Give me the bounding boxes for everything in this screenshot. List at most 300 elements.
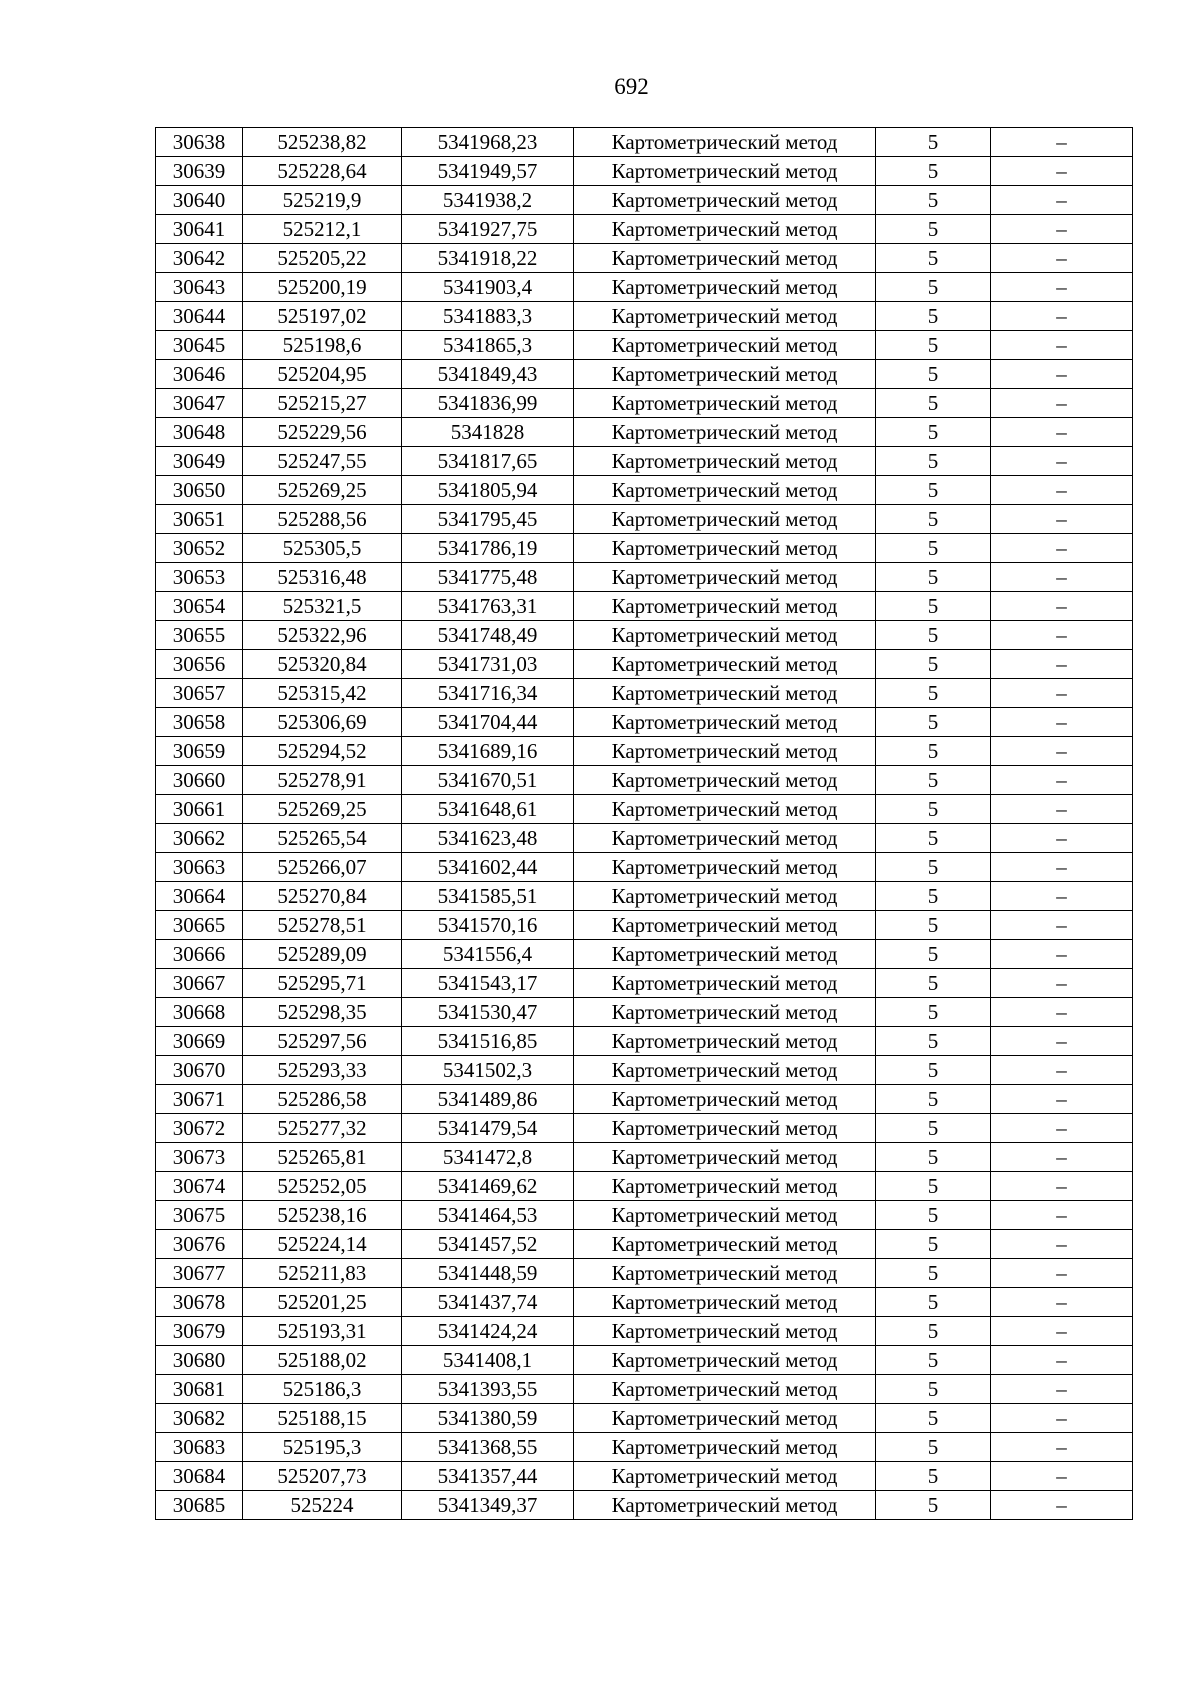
description-cell: – bbox=[991, 1317, 1133, 1346]
y-coordinate-cell: 5341489,86 bbox=[402, 1085, 574, 1114]
method-cell: Картометрический метод bbox=[574, 708, 876, 737]
description-cell: – bbox=[991, 1491, 1133, 1520]
accuracy-cell: 5 bbox=[876, 708, 991, 737]
point-number-cell: 30664 bbox=[156, 882, 243, 911]
x-coordinate-cell: 525188,02 bbox=[243, 1346, 402, 1375]
accuracy-cell: 5 bbox=[876, 882, 991, 911]
y-coordinate-cell: 5341623,48 bbox=[402, 824, 574, 853]
point-number-cell: 30642 bbox=[156, 244, 243, 273]
x-coordinate-cell: 525316,48 bbox=[243, 563, 402, 592]
table-row bbox=[156, 1462, 1133, 1491]
method-cell: Картометрический метод bbox=[574, 737, 876, 766]
point-number-cell: 30676 bbox=[156, 1230, 243, 1259]
x-coordinate-cell: 525305,5 bbox=[243, 534, 402, 563]
method-cell: Картометрический метод bbox=[574, 1462, 876, 1491]
method-cell: Картометрический метод bbox=[574, 824, 876, 853]
method-cell: Картометрический метод bbox=[574, 1491, 876, 1520]
accuracy-cell: 5 bbox=[876, 940, 991, 969]
x-coordinate-cell: 525252,05 bbox=[243, 1172, 402, 1201]
point-number-cell: 30666 bbox=[156, 940, 243, 969]
point-number-cell: 30668 bbox=[156, 998, 243, 1027]
table-row bbox=[156, 1491, 1133, 1520]
y-coordinate-cell: 5341516,85 bbox=[402, 1027, 574, 1056]
x-coordinate-cell: 525198,6 bbox=[243, 331, 402, 360]
method-cell: Картометрический метод bbox=[574, 563, 876, 592]
table-row bbox=[156, 650, 1133, 679]
point-number-cell: 30644 bbox=[156, 302, 243, 331]
method-cell: Картометрический метод bbox=[574, 186, 876, 215]
table-row bbox=[156, 592, 1133, 621]
table-row bbox=[156, 882, 1133, 911]
table-row bbox=[156, 1201, 1133, 1230]
x-coordinate-cell: 525188,15 bbox=[243, 1404, 402, 1433]
accuracy-cell: 5 bbox=[876, 795, 991, 824]
x-coordinate-cell: 525321,5 bbox=[243, 592, 402, 621]
y-coordinate-cell: 5341393,55 bbox=[402, 1375, 574, 1404]
description-cell: – bbox=[991, 853, 1133, 882]
point-number-cell: 30672 bbox=[156, 1114, 243, 1143]
table-row bbox=[156, 1114, 1133, 1143]
y-coordinate-cell: 5341464,53 bbox=[402, 1201, 574, 1230]
accuracy-cell: 5 bbox=[876, 824, 991, 853]
description-cell: – bbox=[991, 737, 1133, 766]
method-cell: Картометрический метод bbox=[574, 215, 876, 244]
description-cell: – bbox=[991, 215, 1133, 244]
method-cell: Картометрический метод bbox=[574, 534, 876, 563]
y-coordinate-cell: 5341795,45 bbox=[402, 505, 574, 534]
point-number-cell: 30651 bbox=[156, 505, 243, 534]
point-number-cell: 30656 bbox=[156, 650, 243, 679]
method-cell: Картометрический метод bbox=[574, 1433, 876, 1462]
description-cell: – bbox=[991, 1056, 1133, 1085]
point-number-cell: 30677 bbox=[156, 1259, 243, 1288]
point-number-cell: 30683 bbox=[156, 1433, 243, 1462]
description-cell: – bbox=[991, 1259, 1133, 1288]
accuracy-cell: 5 bbox=[876, 331, 991, 360]
description-cell: – bbox=[991, 186, 1133, 215]
method-cell: Картометрический метод bbox=[574, 1056, 876, 1085]
description-cell: – bbox=[991, 592, 1133, 621]
y-coordinate-cell: 5341763,31 bbox=[402, 592, 574, 621]
y-coordinate-cell: 5341479,54 bbox=[402, 1114, 574, 1143]
point-number-cell: 30659 bbox=[156, 737, 243, 766]
x-coordinate-cell: 525297,56 bbox=[243, 1027, 402, 1056]
point-number-cell: 30662 bbox=[156, 824, 243, 853]
accuracy-cell: 5 bbox=[876, 505, 991, 534]
table-row bbox=[156, 157, 1133, 186]
accuracy-cell: 5 bbox=[876, 1317, 991, 1346]
x-coordinate-cell: 525289,09 bbox=[243, 940, 402, 969]
accuracy-cell: 5 bbox=[876, 853, 991, 882]
method-cell: Картометрический метод bbox=[574, 882, 876, 911]
table-row bbox=[156, 418, 1133, 447]
method-cell: Картометрический метод bbox=[574, 621, 876, 650]
accuracy-cell: 5 bbox=[876, 534, 991, 563]
description-cell: – bbox=[991, 1027, 1133, 1056]
y-coordinate-cell: 5341927,75 bbox=[402, 215, 574, 244]
table-row bbox=[156, 1027, 1133, 1056]
table-row bbox=[156, 795, 1133, 824]
y-coordinate-cell: 5341380,59 bbox=[402, 1404, 574, 1433]
table-row bbox=[156, 911, 1133, 940]
method-cell: Картометрический метод bbox=[574, 1404, 876, 1433]
table-row bbox=[156, 824, 1133, 853]
method-cell: Картометрический метод bbox=[574, 853, 876, 882]
method-cell: Картометрический метод bbox=[574, 302, 876, 331]
accuracy-cell: 5 bbox=[876, 737, 991, 766]
method-cell: Картометрический метод bbox=[574, 273, 876, 302]
description-cell: – bbox=[991, 128, 1133, 157]
method-cell: Картометрический метод bbox=[574, 592, 876, 621]
x-coordinate-cell: 525265,81 bbox=[243, 1143, 402, 1172]
accuracy-cell: 5 bbox=[876, 1143, 991, 1172]
accuracy-cell: 5 bbox=[876, 186, 991, 215]
y-coordinate-cell: 5341968,23 bbox=[402, 128, 574, 157]
description-cell: – bbox=[991, 157, 1133, 186]
y-coordinate-cell: 5341731,03 bbox=[402, 650, 574, 679]
x-coordinate-cell: 525270,84 bbox=[243, 882, 402, 911]
description-cell: – bbox=[991, 331, 1133, 360]
x-coordinate-cell: 525204,95 bbox=[243, 360, 402, 389]
point-number-cell: 30682 bbox=[156, 1404, 243, 1433]
point-number-cell: 30667 bbox=[156, 969, 243, 998]
description-cell: – bbox=[991, 1143, 1133, 1172]
point-number-cell: 30639 bbox=[156, 157, 243, 186]
description-cell: – bbox=[991, 505, 1133, 534]
accuracy-cell: 5 bbox=[876, 592, 991, 621]
point-number-cell: 30650 bbox=[156, 476, 243, 505]
table-row bbox=[156, 998, 1133, 1027]
table-row bbox=[156, 853, 1133, 882]
coordinates-table bbox=[155, 127, 1133, 1520]
y-coordinate-cell: 5341570,16 bbox=[402, 911, 574, 940]
description-cell: – bbox=[991, 940, 1133, 969]
description-cell: – bbox=[991, 882, 1133, 911]
method-cell: Картометрический метод bbox=[574, 1259, 876, 1288]
method-cell: Картометрический метод bbox=[574, 447, 876, 476]
point-number-cell: 30653 bbox=[156, 563, 243, 592]
method-cell: Картометрический метод bbox=[574, 331, 876, 360]
y-coordinate-cell: 5341648,61 bbox=[402, 795, 574, 824]
method-cell: Картометрический метод bbox=[574, 940, 876, 969]
accuracy-cell: 5 bbox=[876, 998, 991, 1027]
x-coordinate-cell: 525238,82 bbox=[243, 128, 402, 157]
table-row bbox=[156, 1375, 1133, 1404]
description-cell: – bbox=[991, 998, 1133, 1027]
accuracy-cell: 5 bbox=[876, 1375, 991, 1404]
accuracy-cell: 5 bbox=[876, 563, 991, 592]
method-cell: Картометрический метод bbox=[574, 1143, 876, 1172]
accuracy-cell: 5 bbox=[876, 302, 991, 331]
accuracy-cell: 5 bbox=[876, 621, 991, 650]
table-row bbox=[156, 1143, 1133, 1172]
description-cell: – bbox=[991, 795, 1133, 824]
y-coordinate-cell: 5341704,44 bbox=[402, 708, 574, 737]
y-coordinate-cell: 5341786,19 bbox=[402, 534, 574, 563]
y-coordinate-cell: 5341670,51 bbox=[402, 766, 574, 795]
x-coordinate-cell: 525229,56 bbox=[243, 418, 402, 447]
x-coordinate-cell: 525207,73 bbox=[243, 1462, 402, 1491]
method-cell: Картометрический метод bbox=[574, 969, 876, 998]
x-coordinate-cell: 525265,54 bbox=[243, 824, 402, 853]
accuracy-cell: 5 bbox=[876, 679, 991, 708]
x-coordinate-cell: 525295,71 bbox=[243, 969, 402, 998]
point-number-cell: 30647 bbox=[156, 389, 243, 418]
accuracy-cell: 5 bbox=[876, 1491, 991, 1520]
x-coordinate-cell: 525278,91 bbox=[243, 766, 402, 795]
description-cell: – bbox=[991, 244, 1133, 273]
y-coordinate-cell: 5341472,8 bbox=[402, 1143, 574, 1172]
x-coordinate-cell: 525306,69 bbox=[243, 708, 402, 737]
method-cell: Картометрический метод bbox=[574, 795, 876, 824]
description-cell: – bbox=[991, 1114, 1133, 1143]
accuracy-cell: 5 bbox=[876, 447, 991, 476]
x-coordinate-cell: 525193,31 bbox=[243, 1317, 402, 1346]
method-cell: Картометрический метод bbox=[574, 998, 876, 1027]
description-cell: – bbox=[991, 766, 1133, 795]
accuracy-cell: 5 bbox=[876, 1288, 991, 1317]
point-number-cell: 30661 bbox=[156, 795, 243, 824]
y-coordinate-cell: 5341805,94 bbox=[402, 476, 574, 505]
method-cell: Картометрический метод bbox=[574, 1288, 876, 1317]
table-row bbox=[156, 679, 1133, 708]
accuracy-cell: 5 bbox=[876, 157, 991, 186]
table-row bbox=[156, 186, 1133, 215]
table-row bbox=[156, 969, 1133, 998]
point-number-cell: 30645 bbox=[156, 331, 243, 360]
point-number-cell: 30654 bbox=[156, 592, 243, 621]
description-cell: – bbox=[991, 824, 1133, 853]
description-cell: – bbox=[991, 563, 1133, 592]
table-row bbox=[156, 447, 1133, 476]
table-row bbox=[156, 389, 1133, 418]
point-number-cell: 30675 bbox=[156, 1201, 243, 1230]
x-coordinate-cell: 525238,16 bbox=[243, 1201, 402, 1230]
y-coordinate-cell: 5341849,43 bbox=[402, 360, 574, 389]
method-cell: Картометрический метод bbox=[574, 1172, 876, 1201]
method-cell: Картометрический метод bbox=[574, 476, 876, 505]
description-cell: – bbox=[991, 1404, 1133, 1433]
table-row bbox=[156, 244, 1133, 273]
accuracy-cell: 5 bbox=[876, 1462, 991, 1491]
table-row bbox=[156, 302, 1133, 331]
accuracy-cell: 5 bbox=[876, 128, 991, 157]
point-number-cell: 30646 bbox=[156, 360, 243, 389]
x-coordinate-cell: 525224,14 bbox=[243, 1230, 402, 1259]
x-coordinate-cell: 525322,96 bbox=[243, 621, 402, 650]
page-number: 692 bbox=[614, 74, 649, 99]
y-coordinate-cell: 5341883,3 bbox=[402, 302, 574, 331]
table-row bbox=[156, 534, 1133, 563]
point-number-cell: 30684 bbox=[156, 1462, 243, 1491]
y-coordinate-cell: 5341817,65 bbox=[402, 447, 574, 476]
point-number-cell: 30655 bbox=[156, 621, 243, 650]
table-row bbox=[156, 1172, 1133, 1201]
point-number-cell: 30665 bbox=[156, 911, 243, 940]
accuracy-cell: 5 bbox=[876, 911, 991, 940]
method-cell: Картометрический метод bbox=[574, 389, 876, 418]
x-coordinate-cell: 525269,25 bbox=[243, 476, 402, 505]
description-cell: – bbox=[991, 447, 1133, 476]
table-row bbox=[156, 128, 1133, 157]
point-number-cell: 30674 bbox=[156, 1172, 243, 1201]
y-coordinate-cell: 5341457,52 bbox=[402, 1230, 574, 1259]
method-cell: Картометрический метод bbox=[574, 1375, 876, 1404]
point-number-cell: 30641 bbox=[156, 215, 243, 244]
x-coordinate-cell: 525215,27 bbox=[243, 389, 402, 418]
description-cell: – bbox=[991, 911, 1133, 940]
accuracy-cell: 5 bbox=[876, 1404, 991, 1433]
y-coordinate-cell: 5341938,2 bbox=[402, 186, 574, 215]
point-number-cell: 30648 bbox=[156, 418, 243, 447]
x-coordinate-cell: 525293,33 bbox=[243, 1056, 402, 1085]
description-cell: – bbox=[991, 360, 1133, 389]
accuracy-cell: 5 bbox=[876, 1346, 991, 1375]
x-coordinate-cell: 525224 bbox=[243, 1491, 402, 1520]
y-coordinate-cell: 5341748,49 bbox=[402, 621, 574, 650]
x-coordinate-cell: 525247,55 bbox=[243, 447, 402, 476]
y-coordinate-cell: 5341357,44 bbox=[402, 1462, 574, 1491]
x-coordinate-cell: 525298,35 bbox=[243, 998, 402, 1027]
table-row bbox=[156, 708, 1133, 737]
y-coordinate-cell: 5341828 bbox=[402, 418, 574, 447]
x-coordinate-cell: 525286,58 bbox=[243, 1085, 402, 1114]
x-coordinate-cell: 525195,3 bbox=[243, 1433, 402, 1462]
accuracy-cell: 5 bbox=[876, 1085, 991, 1114]
table-row bbox=[156, 1230, 1133, 1259]
description-cell: – bbox=[991, 1085, 1133, 1114]
point-number-cell: 30680 bbox=[156, 1346, 243, 1375]
description-cell: – bbox=[991, 389, 1133, 418]
description-cell: – bbox=[991, 1230, 1133, 1259]
y-coordinate-cell: 5341865,3 bbox=[402, 331, 574, 360]
table-row bbox=[156, 621, 1133, 650]
point-number-cell: 30671 bbox=[156, 1085, 243, 1114]
description-cell: – bbox=[991, 534, 1133, 563]
point-number-cell: 30685 bbox=[156, 1491, 243, 1520]
method-cell: Картометрический метод bbox=[574, 1230, 876, 1259]
point-number-cell: 30678 bbox=[156, 1288, 243, 1317]
x-coordinate-cell: 525277,32 bbox=[243, 1114, 402, 1143]
y-coordinate-cell: 5341437,74 bbox=[402, 1288, 574, 1317]
y-coordinate-cell: 5341716,34 bbox=[402, 679, 574, 708]
description-cell: – bbox=[991, 1346, 1133, 1375]
method-cell: Картометрический метод bbox=[574, 360, 876, 389]
accuracy-cell: 5 bbox=[876, 1172, 991, 1201]
x-coordinate-cell: 525212,1 bbox=[243, 215, 402, 244]
table-row bbox=[156, 331, 1133, 360]
point-number-cell: 30657 bbox=[156, 679, 243, 708]
table-row bbox=[156, 1433, 1133, 1462]
y-coordinate-cell: 5341918,22 bbox=[402, 244, 574, 273]
accuracy-cell: 5 bbox=[876, 1201, 991, 1230]
table-row bbox=[156, 766, 1133, 795]
accuracy-cell: 5 bbox=[876, 969, 991, 998]
y-coordinate-cell: 5341903,4 bbox=[402, 273, 574, 302]
table-row bbox=[156, 1288, 1133, 1317]
table-row bbox=[156, 1259, 1133, 1288]
point-number-cell: 30673 bbox=[156, 1143, 243, 1172]
table-row bbox=[156, 215, 1133, 244]
method-cell: Картометрический метод bbox=[574, 1085, 876, 1114]
description-cell: – bbox=[991, 1462, 1133, 1491]
y-coordinate-cell: 5341836,99 bbox=[402, 389, 574, 418]
x-coordinate-cell: 525200,19 bbox=[243, 273, 402, 302]
point-number-cell: 30643 bbox=[156, 273, 243, 302]
table-row bbox=[156, 1404, 1133, 1433]
accuracy-cell: 5 bbox=[876, 244, 991, 273]
accuracy-cell: 5 bbox=[876, 360, 991, 389]
point-number-cell: 30679 bbox=[156, 1317, 243, 1346]
y-coordinate-cell: 5341556,4 bbox=[402, 940, 574, 969]
y-coordinate-cell: 5341949,57 bbox=[402, 157, 574, 186]
x-coordinate-cell: 525197,02 bbox=[243, 302, 402, 331]
accuracy-cell: 5 bbox=[876, 273, 991, 302]
y-coordinate-cell: 5341530,47 bbox=[402, 998, 574, 1027]
table-row bbox=[156, 1056, 1133, 1085]
x-coordinate-cell: 525278,51 bbox=[243, 911, 402, 940]
table-row bbox=[156, 563, 1133, 592]
x-coordinate-cell: 525294,52 bbox=[243, 737, 402, 766]
table-row bbox=[156, 737, 1133, 766]
point-number-cell: 30638 bbox=[156, 128, 243, 157]
method-cell: Картометрический метод bbox=[574, 766, 876, 795]
coordinates-table-body bbox=[156, 128, 1133, 1520]
y-coordinate-cell: 5341775,48 bbox=[402, 563, 574, 592]
table-row bbox=[156, 273, 1133, 302]
accuracy-cell: 5 bbox=[876, 389, 991, 418]
point-number-cell: 30663 bbox=[156, 853, 243, 882]
method-cell: Картометрический метод bbox=[574, 1114, 876, 1143]
x-coordinate-cell: 525315,42 bbox=[243, 679, 402, 708]
point-number-cell: 30681 bbox=[156, 1375, 243, 1404]
table-row bbox=[156, 476, 1133, 505]
table-row bbox=[156, 940, 1133, 969]
point-number-cell: 30658 bbox=[156, 708, 243, 737]
y-coordinate-cell: 5341585,51 bbox=[402, 882, 574, 911]
description-cell: – bbox=[991, 302, 1133, 331]
description-cell: – bbox=[991, 418, 1133, 447]
point-number-cell: 30670 bbox=[156, 1056, 243, 1085]
description-cell: – bbox=[991, 708, 1133, 737]
method-cell: Картометрический метод bbox=[574, 1027, 876, 1056]
point-number-cell: 30649 bbox=[156, 447, 243, 476]
description-cell: – bbox=[991, 679, 1133, 708]
accuracy-cell: 5 bbox=[876, 766, 991, 795]
accuracy-cell: 5 bbox=[876, 476, 991, 505]
method-cell: Картометрический метод bbox=[574, 1201, 876, 1230]
method-cell: Картометрический метод bbox=[574, 679, 876, 708]
accuracy-cell: 5 bbox=[876, 1230, 991, 1259]
point-number-cell: 30640 bbox=[156, 186, 243, 215]
accuracy-cell: 5 bbox=[876, 1114, 991, 1143]
description-cell: – bbox=[991, 273, 1133, 302]
x-coordinate-cell: 525186,3 bbox=[243, 1375, 402, 1404]
point-number-cell: 30660 bbox=[156, 766, 243, 795]
accuracy-cell: 5 bbox=[876, 418, 991, 447]
x-coordinate-cell: 525320,84 bbox=[243, 650, 402, 679]
method-cell: Картометрический метод bbox=[574, 1317, 876, 1346]
accuracy-cell: 5 bbox=[876, 1259, 991, 1288]
x-coordinate-cell: 525211,83 bbox=[243, 1259, 402, 1288]
y-coordinate-cell: 5341424,24 bbox=[402, 1317, 574, 1346]
description-cell: – bbox=[991, 1433, 1133, 1462]
description-cell: – bbox=[991, 1288, 1133, 1317]
description-cell: – bbox=[991, 650, 1133, 679]
accuracy-cell: 5 bbox=[876, 1056, 991, 1085]
x-coordinate-cell: 525266,07 bbox=[243, 853, 402, 882]
description-cell: – bbox=[991, 621, 1133, 650]
